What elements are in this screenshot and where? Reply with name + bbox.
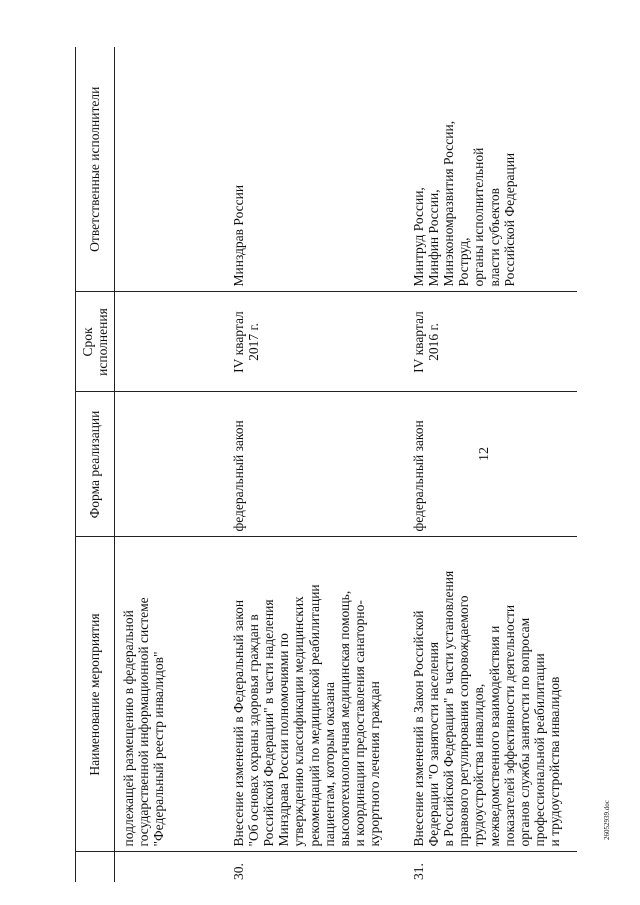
implementation-form <box>115 392 227 537</box>
rotated-table-container <box>75 47 563 882</box>
measures-table <box>75 47 577 882</box>
table-row <box>407 47 577 882</box>
header-responsible-executors: Ответственные исполнители <box>76 47 115 292</box>
header-deadline: Срок исполнения <box>76 292 115 392</box>
measure-name: Внесение изменений в Закон Российской Федерации "О занятости населения в Российской Федерации" в части установления правового регулирования сопровождаемого трудоустройства инвалидов, межведомственного взаимодействия и показателей эффективности деятельности органов службы занятости по вопросам профессиональной реабилитации и трудоустройства инвалидов <box>407 537 577 852</box>
table-row <box>115 47 227 882</box>
row-number: 30. <box>230 863 246 880</box>
table-row <box>227 47 407 882</box>
deadline <box>115 292 227 392</box>
measure-name: подлежащей размещению в федеральной государственной информационной системе "Федеральный реестр инвалидов" <box>115 537 227 852</box>
responsible-executors: Минтруд России, Минфин России, Минэкономразвития России, Роструд, органы исполнительной власти субъектов Российской Федерации <box>407 47 577 292</box>
row-number <box>115 852 227 882</box>
row-number: 31. <box>410 863 426 880</box>
header-implementation-form: Форма реализации <box>76 392 115 537</box>
implementation-form: федеральный закон <box>407 392 577 537</box>
page-number: 12 <box>477 447 492 461</box>
deadline: IV квартал 2016 г. <box>407 292 577 392</box>
header-number <box>76 852 115 882</box>
responsible-executors <box>115 47 227 292</box>
responsible-executors: Минздрав России <box>227 47 407 292</box>
table-header-row <box>76 47 115 882</box>
deadline: IV квартал 2017 г. <box>227 292 407 392</box>
document-id: 26052939.doc <box>603 800 611 840</box>
implementation-form: федеральный закон <box>227 392 407 537</box>
measure-name: Внесение изменений в Федеральный закон "Об основах охраны здоровья граждан в Российской Федерации" в части наделения Минздрава России полномочиями по утверждению классификации медицинских рекомендаций по медицинской реабилитации пациентам, которым оказана высокотехнологичная медицинская помощь, и координации предоставления санаторно- курортного лечения граждан <box>227 537 407 852</box>
header-measure-name: Наименование мероприятия <box>76 537 115 852</box>
